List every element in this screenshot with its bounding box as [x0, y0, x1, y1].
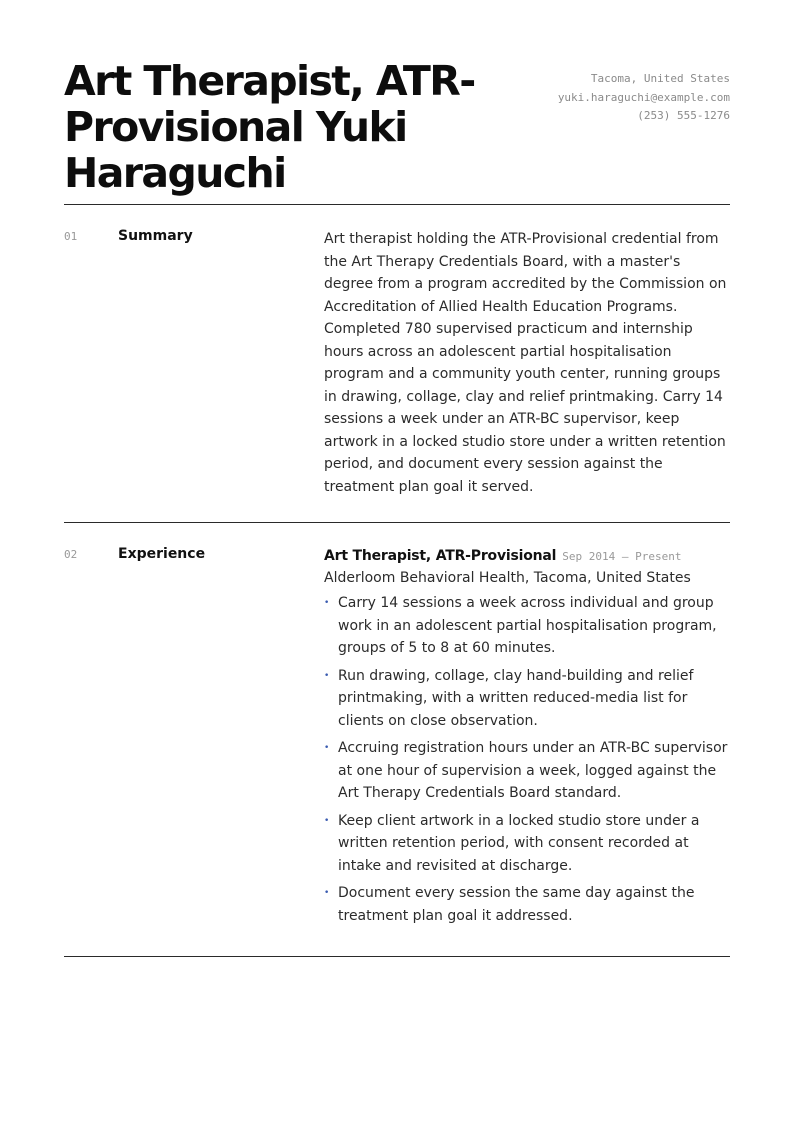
bullet-dot-icon: •	[324, 743, 330, 753]
experience-section	[64, 523, 730, 956]
job-organization: Alderloom Behavioral Health, Tacoma, United States	[324, 570, 691, 586]
list-item	[324, 665, 730, 733]
section-title: Summary	[118, 228, 193, 244]
list-item	[324, 592, 730, 660]
resume-page	[64, 58, 730, 957]
bullet-text: Run drawing, collage, clay hand-building and relief printmaking, with a written reduced-media list for clients on close observation.	[338, 667, 694, 729]
bullet-text: Document every session the same day against the treatment plan goal it addressed.	[338, 885, 695, 924]
bullet-dot-icon: •	[324, 670, 330, 681]
section-body	[324, 227, 730, 498]
bullet-text: Carry 14 sessions a week across individual and group work in an adolescent partial hospitalisation program, groups of 5 to 8 at 60 minutes.	[338, 595, 717, 656]
contact-email[interactable]: yuki.haraguchi@example.com	[557, 90, 730, 104]
bullet-dot-icon: •	[324, 888, 330, 898]
contact-location: Tacoma, United States	[590, 72, 730, 85]
list-item	[324, 882, 730, 927]
section-body	[324, 545, 730, 932]
summary-section	[64, 205, 730, 522]
summary-text: Art therapist holding the ATR-Provisional credential from the Art Therapy Credentials Board, with a master's degree from a program accredited by the Commission on Accreditation of Allied Health Education Programs. Completed 780 supervised practicum and internship hours across an adolescent partial hospitalisation program and a community youth center, running groups in drawing, collage, clay and relief printmaking. Carry 14 sessions a week under an ATR-BC supervisor, keep artwork in a locked studio store under a written retention period, and document every session against the treatment plan goal it served.	[324, 231, 727, 495]
job-bullets	[324, 592, 730, 927]
bullet-dot-icon: •	[324, 598, 330, 608]
section-title: Experience	[118, 546, 206, 562]
bullet-text: Keep client artwork in a locked studio store under a written retention period, with consent recorded at intake and revisited at discharge.	[338, 812, 700, 874]
job-dates: Sep 2014 — Present	[562, 550, 682, 563]
contact-block	[558, 70, 730, 126]
job-title: Art Therapist, ATR-Provisional	[324, 548, 557, 564]
resume-header	[64, 58, 730, 204]
list-item	[324, 810, 730, 878]
bullet-dot-icon: •	[324, 815, 330, 826]
bullet-text: Accruing registration hours under an ATR-BC supervisor at one hour of supervision a week, logged against the Art Therapy Credentials Board standard.	[338, 740, 728, 801]
contact-phone[interactable]: (253) 555-1276	[637, 109, 730, 122]
list-item	[324, 737, 730, 805]
section-divider	[64, 956, 730, 957]
candidate-name: Art Therapist, ATR-Provisional Yuki Haraguchi	[64, 57, 475, 197]
job-header	[324, 545, 730, 568]
section-number: 01	[64, 230, 78, 243]
job-entry	[324, 545, 730, 927]
section-number: 02	[64, 548, 78, 561]
